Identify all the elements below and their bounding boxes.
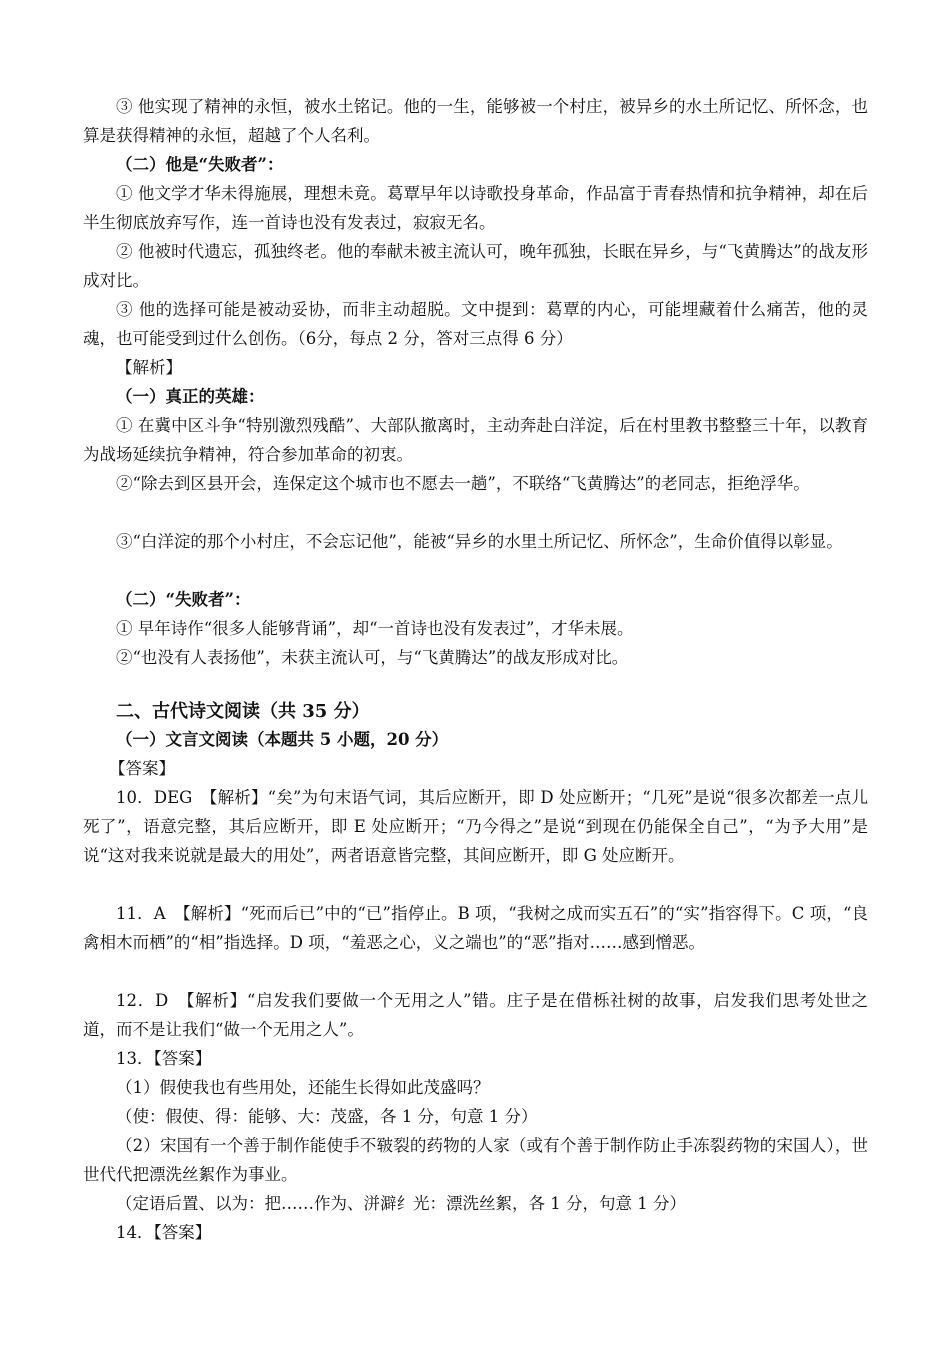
question-13-part-2: （2）宋国有一个善于制作能使手不皲裂的药物的人家（或有个善于制作防止手冻裂药物的宋国人），世世代代把漂洗丝絮作为事业。 [83,1136,868,1184]
failure-analysis-2: ②“也没有人表扬他”，未获主流认可，与“飞黄腾达”的战友形成对比。 [116,648,629,667]
hero-analysis-3: ③“白洋淀的那个小村庄，不会忘记他”，能被“异乡的水里土所记忆、所怀念”，生命价值得以彰显。 [116,532,843,551]
section-heading-ancient: 二、古代诗文阅读（共 35 分） [116,701,370,722]
question-11: 11．A 【解析】“死而后已”中的“已”指停止。B 项，“我树之成而实五石”的“实”指容得下。C 项，“良禽相木而栖”的“相”指选择。D 项，“羞恶之心，义之端也”的“恶”指对……感到憎恶。 [83,904,868,952]
answer-label: 【答案】 [109,759,175,778]
question-13-part-1: （1）假使我也有些用处，还能生长得如此茂盛吗？ [116,1078,490,1097]
failure-point-1: ① 他文学才华未得施展，理想未竟。葛覃早年以诗歌投身革命，作品富于青春热情和抗争精神，却在后半生彻底放弃写作，连一首诗也没有发表过，寂寂无名。 [83,184,868,232]
subheading-hero: （一）真正的英雄： [116,387,265,406]
subsection-heading-classical: （一）文言文阅读（本题共 5 小题，20 分） [116,730,449,749]
question-13-part-1-scoring: （使：假使、得：能够、大：茂盛，各 1 分，句意 1 分） [116,1107,538,1126]
question-10: 10．DEG 【解析】“矣”为句末语气词，其后应断开，即 D 处应断开；“几死”是说“很多次都差一点儿死了”，语意完整，其后应断开，即 E 处应断开；“乃今得之”是说“到现在仍能保全自己”，“为予大用”是说“这对我来说就是最大的用处”，两者语意皆完整，其间应断开，即 G 处应断开。 [83,788,868,865]
hero-analysis-1: ① 在冀中区斗争“特别激烈残酷”、大部队撤离时，主动奔赴白洋淀，后在村里教书整整三十年，以教育为战场延续抗争精神，符合参加革命的初衷。 [83,416,868,464]
failure-point-3: ③ 他的选择可能是被动妥协，而非主动超脱。文中提到：葛覃的内心，可能埋藏着什么痛苦，他的灵魂，也可能受到过什么创伤。（6分，每点 2 分，答对三点得 6 分） [83,300,868,348]
failure-point-2: ② 他被时代遗忘，孤独终老。他的奉献未被主流认可，晚年孤独，长眠在异乡，与“飞黄腾达”的战友形成对比。 [83,242,868,290]
hero-analysis-2: ②“除去到区县开会，连保定这个城市也不愿去一趟”，不联络“飞黄腾达”的老同志，拒绝浮华。 [116,474,810,493]
analysis-label: 【解析】 [116,358,182,377]
subheading-failure: （二）他是“失败者”： [116,155,284,174]
subheading-failure-analysis: （二）“失败者”： [116,590,251,609]
question-13-part-2-scoring: （定语后置、以为：把……作为、洴澼纟光：漂洗丝絮，各 1 分，句意 1 分） [116,1194,686,1213]
question-13-label: 13．【答案】 [116,1049,212,1068]
failure-analysis-1: ① 早年诗作“很多人能够背诵”，却“一首诗也没有发表过”，才华未展。 [116,619,634,638]
question-14-label: 14．【答案】 [116,1223,212,1242]
answer-point-3: ③ 他实现了精神的永恒，被水土铭记。他的一生，能够被一个村庄，被异乡的水土所记忆、所怀念，也算是获得精神的永恒，超越了个人名利。 [83,97,868,145]
question-12: 12．D 【解析】“启发我们要做一个无用之人”错。庄子是在借栎社树的故事，启发我们思考处世之道，而不是让我们“做一个无用之人”。 [83,991,868,1039]
